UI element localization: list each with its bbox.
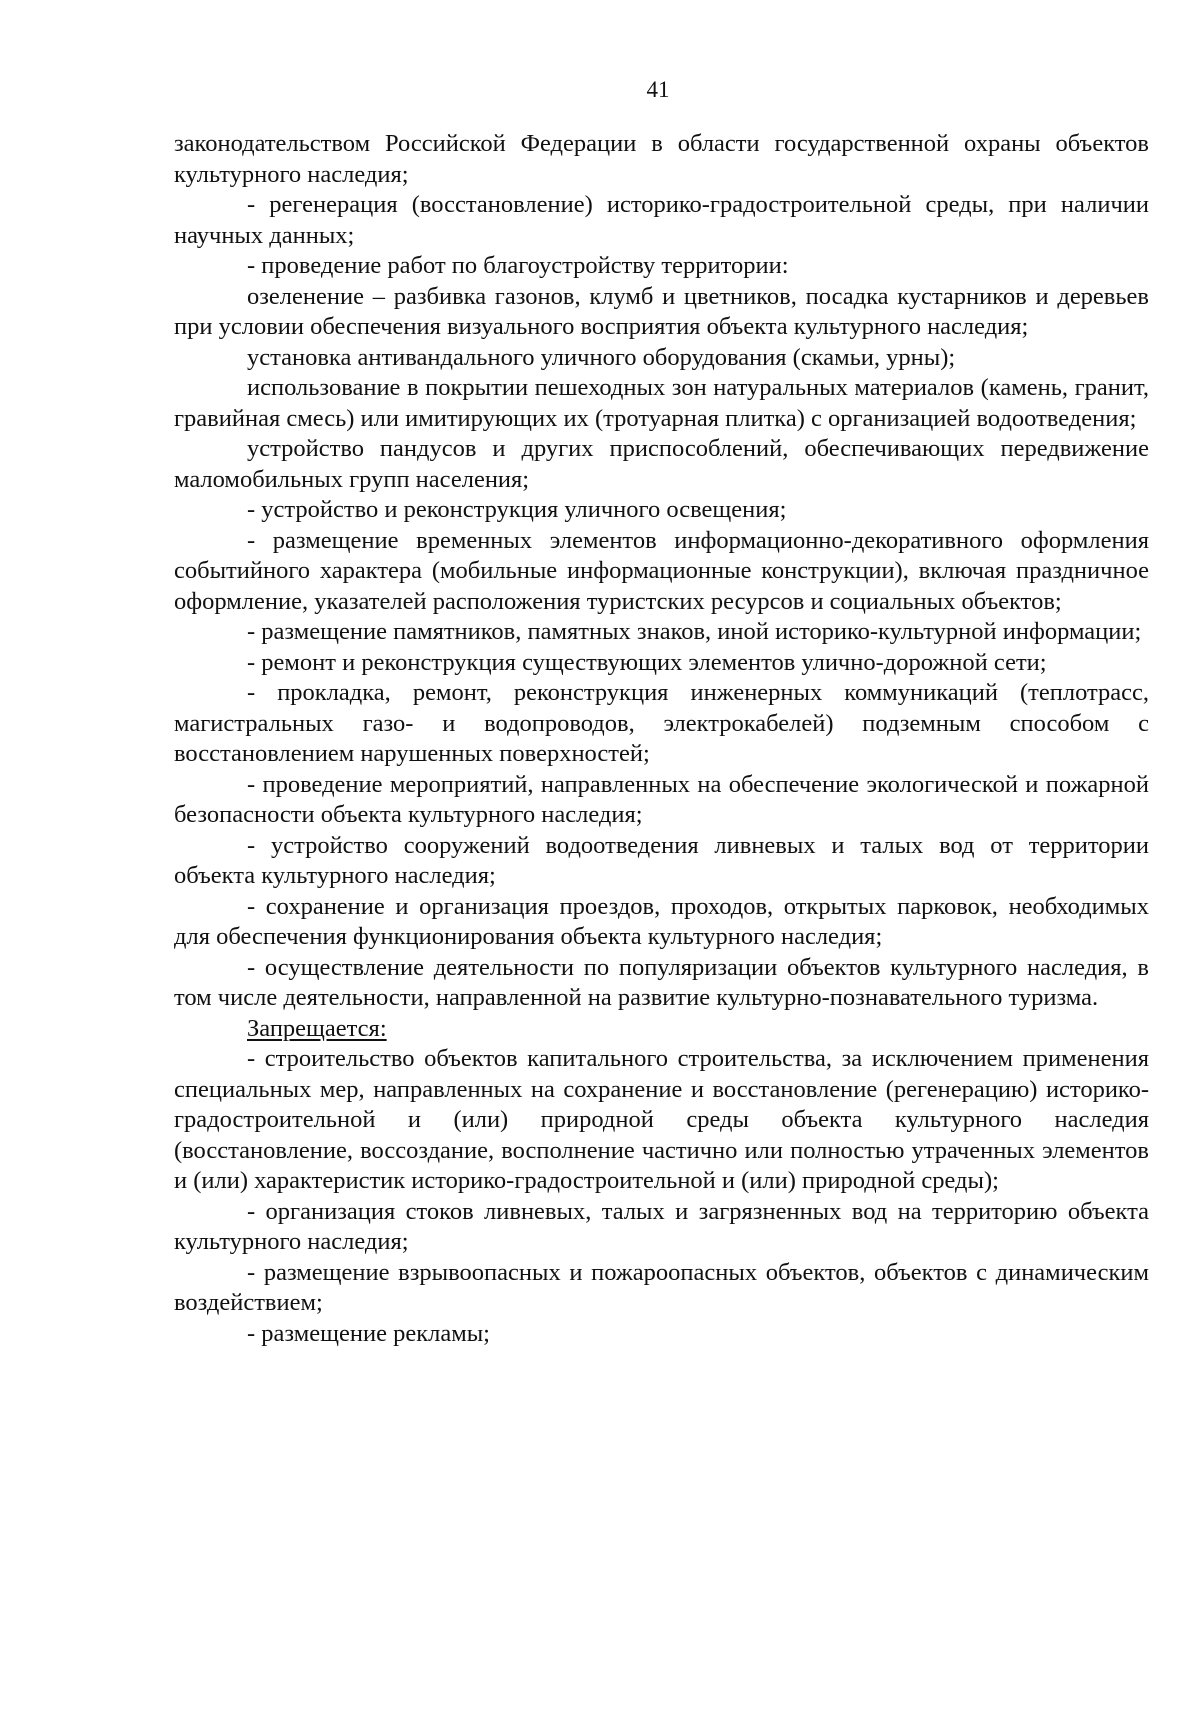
list-item-monuments: - размещение памятников, памятных знаков, иной историко-культурной информации; bbox=[247, 618, 1142, 645]
list-item-regeneration: - регенерация (восстановление) историко-градостроительной среды, при наличии научных данных; bbox=[174, 191, 1149, 249]
document-body bbox=[174, 129, 1149, 1349]
list-item-temporary-decor: - размещение временных элементов информационно-декоративного оформления событийного характера (мобильные информационные конструкции), включая праздничное оформление, указателей расположения туристских ресурсов и социальных объектов; bbox=[174, 526, 1149, 615]
list-item-landscaping: - проведение работ по благоустройству территории: bbox=[247, 252, 789, 279]
prohibited-item-runoff: - организация стоков ливневых, талых и загрязненных вод на территорию объекта культурного наследия; bbox=[174, 1197, 1149, 1255]
list-item-parking: - сохранение и организация проездов, проходов, открытых парковок, необходимых для обеспечения функционирования объекта культурного наследия; bbox=[174, 892, 1149, 950]
list-item-drainage: - устройство сооружений водоотведения ливневых и талых вод от территории объекта культурного наследия; bbox=[174, 831, 1149, 889]
sub-item-street-equipment: установка антивандального уличного оборудования (скамьи, урны); bbox=[247, 343, 956, 371]
list-item-safety: - проведение мероприятий, направленных на обеспечение экологической и пожарной безопасности объекта культурного наследия; bbox=[174, 770, 1149, 828]
sub-item-natural-materials: использование в покрытии пешеходных зон натуральных материалов (камень, гранит, гравийная смесь) или имитирующих их (тротуарная плитка) с организацией водоотведения; bbox=[174, 374, 1149, 432]
sub-item-ramps: устройство пандусов и других приспособлений, обеспечивающих передвижение маломобильных групп населения; bbox=[174, 435, 1149, 493]
list-item-road-network: - ремонт и реконструкция существующих элементов улично-дорожной сети; bbox=[247, 648, 1047, 676]
prohibited-item-advertising: - размещение рекламы; bbox=[247, 1319, 490, 1347]
prohibited-item-construction: - строительство объектов капитального строительства, за исключением применения специальных мер, направленных на сохранение и восстановление (регенерацию) историко-градостроительной и (или) природной среды объекта культурного наследия (восстановление, воссоздание, восполнение частично или полностью утраченных элементов и (или) характеристик историко-градостроительной и (или) природной среды); bbox=[174, 1045, 1149, 1194]
prohibited-item-hazardous: - размещение взрывоопасных и пожароопасных объектов, объектов с динамическим воздействием; bbox=[174, 1258, 1149, 1316]
list-item-utilities: - прокладка, ремонт, реконструкция инженерных коммуникаций (теплотрасс, магистральных газо- и водопроводов, электрокабелей) подземным способом с восстановлением нарушенных поверхностей; bbox=[174, 679, 1149, 767]
list-item-street-lighting: - устройство и реконструкция уличного освещения; bbox=[247, 496, 787, 523]
prohibited-heading-line bbox=[174, 1014, 1149, 1045]
paragraph-continuation: законодательством Российской Федерации в области государственной охраны объектов культурного наследия; bbox=[174, 130, 1149, 188]
sub-item-greening: озеленение – разбивка газонов, клумб и цветников, посадка кустарников и деревьев при условии обеспечения визуального восприятия объекта культурного наследия; bbox=[174, 282, 1149, 340]
page-number: 41 bbox=[646, 77, 670, 102]
list-item-popularization: - осуществление деятельности по популяризации объектов культурного наследия, в том числе деятельности, направленной на развитие культурно-познавательного туризма. bbox=[174, 953, 1149, 1011]
prohibited-heading: Запрещается: bbox=[247, 1014, 387, 1042]
